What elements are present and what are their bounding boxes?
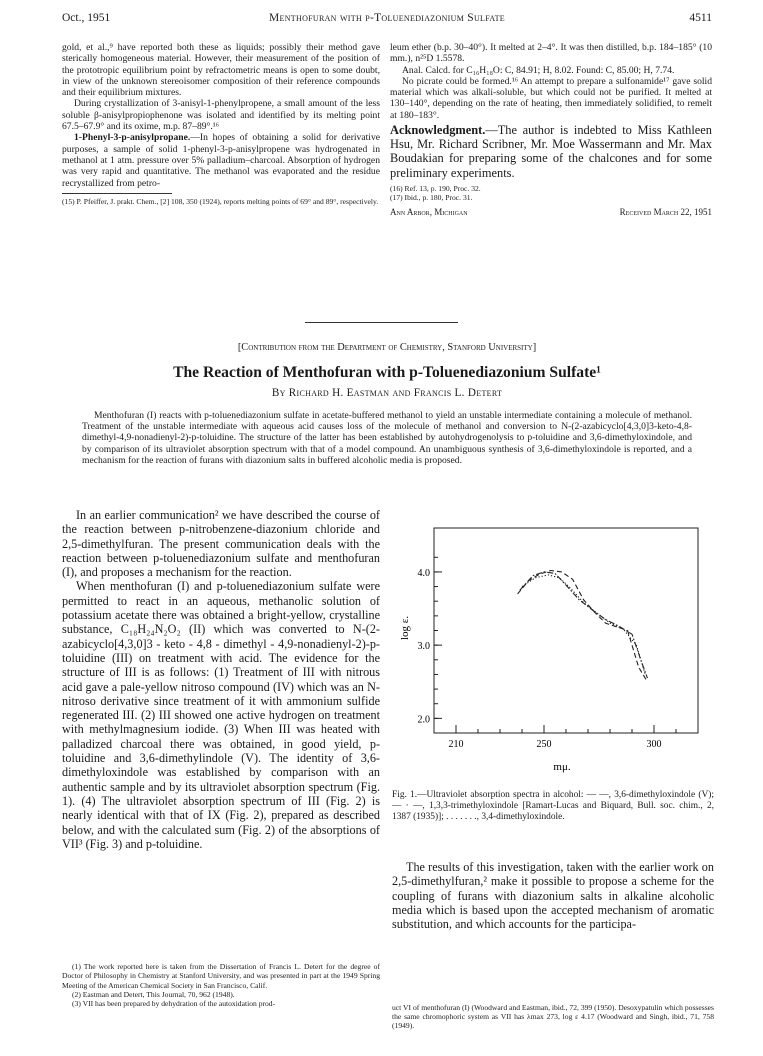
series-line-3 xyxy=(522,575,645,675)
header-date: Oct., 1951 xyxy=(62,12,111,24)
footnote-17: (17) Ibid., p. 180, Proc. 31. xyxy=(390,193,473,203)
footnote-rule xyxy=(62,193,172,194)
footnote-continuation xyxy=(392,1003,714,1031)
paragraph xyxy=(62,132,380,188)
y-tick-label: 3.0 xyxy=(417,641,430,653)
y-tick-label: 2.0 xyxy=(417,714,430,726)
x-axis-label: mμ. xyxy=(553,761,571,773)
footnote-15: (15) P. Pfeiffer, J. prakt. Chem., [2] 108, 350 (1924), reports melting points of 69° and 89°, respectively. xyxy=(62,196,379,206)
paragraph: No picrate could be formed.¹⁶ An attempt to prepare a sulfonamide¹⁷ gave solid material which was alkali-soluble, but which could not be purified. It melted at 130–140°, depending on the rate of heating, then immediately solidified, to remelt at 180–183°. xyxy=(390,75,712,121)
abstract: Menthofuran (I) reacts with p-toluenediazonium sulfate in acetate-buffered methanol to yield an unstable intermediate containing a molecule of methanol. Treatment of the unstable intermediate with aqueous acid causes loss of the molecule of methanol and conversion to N-(2-azabicyclo[4,3,0]3-keto-4,8-dimethyl-4,9-nonadienyl-2)-p-toluidine. The structure of the latter has been established by autohydrogenolysis to p-toluidine and 3,6-dimethyloxindole, and by comparison of its ultraviolet absorption spectrum with that of a model compound. An unambiguous synthesis of 3,6-dimethyloxindole is reported, and a mechanism for the reaction of furans with diazonium salts in buffered alcoholic media is proposed. xyxy=(82,410,692,466)
acknowledgment-heading: Acknowledgment. xyxy=(390,123,486,138)
received-date: Received March 22, 1951 xyxy=(619,207,712,218)
series-line-1 xyxy=(518,571,648,682)
paragraph: When menthofuran (I) and p-toluenediazonium sulfate were permitted to react in an aqueous, methanolic solution of potassium acetate there was obtained a bright-yellow, crystalline substance, C₁₈H₂₄N₂O₂ (II) which was converted to N-(2-azabicyclo[4,3,0]3 - keto - 4,8 - dimethyl - 4,9-nonadienyl-2)-p-toluidine (III) on treatment with acid. The evidence for the structure of III is as follows: (1) Treatment of III with nitrous acid gave a pale-yellow nitroso compound (IV) which was an N-nitroso derivative since treatment of it with ammonium sulfide regenerated III. (2) III showed one active hydrogen on treatment with methylmagnesium iodide. (3) When III was heated with palladized charcoal there was obtained, in good yield, p-toluidine and 3,6-dimethylindole (V). The identity of 3,6-dimethyloxindole was established by comparison with an authentic sample and by its ultraviolet absorption spectrum (Fig. 1). (4) The ultraviolet absorption spectrum of III (Fig. 2) is nearly identical with that of IX (Fig. 2), prepared as described below, and with the calculated sum (Fig. 2) of the absorptions of VII³ (Fig. 3) and p-toluidine. xyxy=(62,579,380,851)
previous-article-left-column xyxy=(62,42,380,206)
article-left-column xyxy=(62,508,380,851)
previous-article-right-column xyxy=(390,42,712,219)
acknowledgment-text: —The author is indebted to Miss Kathleen Hsu, Mr. Richard Scribner, Mr. Moe Wassermann and Mr. Max Boudakian for preparing some of the chalcones and for some preliminary experiments. xyxy=(390,123,712,180)
paragraph-text: —In hopes of obtaining a solid for derivative purposes, a sample of solid 1-phenyl-3-p-anisylpropene was hydrogenated in methanol at 1 atm. pressure over 5% palladium–charcoal. Absorption of hydrogen was very rapid and quantitative. The methanol was evaporated and the residue recrystallized from petro- xyxy=(62,132,380,189)
x-tick-label: 210 xyxy=(448,739,464,750)
footnotes xyxy=(390,184,712,202)
section-heading: 1-Phenyl-3-p-anisylpropane. xyxy=(74,132,191,144)
article-title: The Reaction of Menthofuran with p-Toluenediazonium Sulfate¹ xyxy=(173,364,601,381)
y-axis-label: log ε. xyxy=(399,615,411,640)
chart-frame xyxy=(434,528,698,733)
footnote-3-continued: uct VI of menthofuran (I) (Woodward and Eastman, ibid., 72, 399 (1950). Desoxypatulin which possesses the same chromophoric system as VII has λmax 273, log ε 4.17 (Woodward and Singh, ibid., 71, 758 (1949). xyxy=(392,1003,714,1031)
article-right-column xyxy=(392,860,714,931)
uv-spectrum-chart xyxy=(398,518,714,778)
header-running-title: Menthofuran with p-Toluenediazonium Sulfate xyxy=(269,12,505,24)
y-tick-label: 4.0 xyxy=(417,567,430,579)
footnote xyxy=(62,197,380,206)
footnote-1: (1) The work reported here is taken from the Dissertation of Francis L. Detert for the degree of Doctor of Philosophy in Chemistry at Stanford University, and was presented in part at the 1949 Spring Meeting of the American Chemical Society in San Francisco, Calif. xyxy=(62,962,380,990)
running-header xyxy=(62,12,712,32)
dateline xyxy=(390,207,712,218)
analysis-paragraph: Anal. Calcd. for C₁₆H₁₈O: C, 84.91; H, 8.02. Found: C, 85.00; H, 7.74. xyxy=(402,64,675,76)
series-line-2 xyxy=(520,572,648,678)
paragraph: In an earlier communication² we have described the course of the reaction between p-nitrobenzene-diazonium chloride and 2,5-dimethylfuran. The present communication deals with the reaction between p-toluenediazonium sulfate and menthofuran (I), and proposes a mechanism for the reaction. xyxy=(62,508,380,580)
article-separator xyxy=(305,322,458,323)
footnote-16: (16) Ref. 13, p. 190, Proc. 32. xyxy=(390,183,481,193)
acknowledgment xyxy=(390,123,712,180)
figure-caption: Fig. 1.—Ultraviolet absorption spectra in alcohol: — —, 3,6-dimethyloxindole (V); — · —, 1,3,3-trimethyloxindole [Ramart-Lucas and Biquard, Bull. soc. chim., 2, 1387 (1935)]; . . . . . . ., 3,4-dimethyloxindole. xyxy=(392,790,714,823)
article-footnotes xyxy=(62,962,380,1008)
article-authors: By Richard H. Eastman and Francis L. Detert xyxy=(271,387,503,399)
footnote-2: (2) Eastman and Detert, This Journal, 70, 962 (1948). xyxy=(72,989,235,999)
paragraph: The results of this investigation, taken with the earlier work on 2,5-dimethylfuran,² make it possible to propose a scheme for the coupling of furans with diazonium salts in alkaline alcoholic media which is based upon the accepted mechanism of aromatic substitution, and which accounts for the participa- xyxy=(392,860,714,932)
x-tick-label: 250 xyxy=(536,739,552,750)
footnote-3: (3) VII has been prepared by dehydration of the autoxidation prod- xyxy=(72,999,276,1009)
header-page-number: 4511 xyxy=(689,12,712,24)
paragraph: gold, et al.,⁹ have reported both these as liquids; possibly their method gave sterically homogeneous material. However, their measurement of the position of the prototropic equilibrium point by refractometric means is open to some doubt, in view of the unknown stereoisomer composition of their reference compounds and their equilibrium mixtures. xyxy=(62,42,380,99)
paragraph: During crystallization of 3-anisyl-1-phenylpropene, a small amount of the less soluble β-anisylpropiophenone was isolated and identified by its melting point 67.5–67.9° and its oxime, m.p. 87–89°.¹⁶ xyxy=(62,98,380,133)
contribution-line: [Contribution from the Department of Chemistry, Stanford University] xyxy=(237,342,537,353)
place: Ann Arbor, Michigan xyxy=(390,207,468,218)
x-tick-label: 300 xyxy=(646,739,662,750)
paragraph: leum ether (b.p. 30–40°). It melted at 2–4°. It was then distilled, b.p. 184–185° (10 mm.), n²⁵D 1.5578. xyxy=(390,42,712,65)
